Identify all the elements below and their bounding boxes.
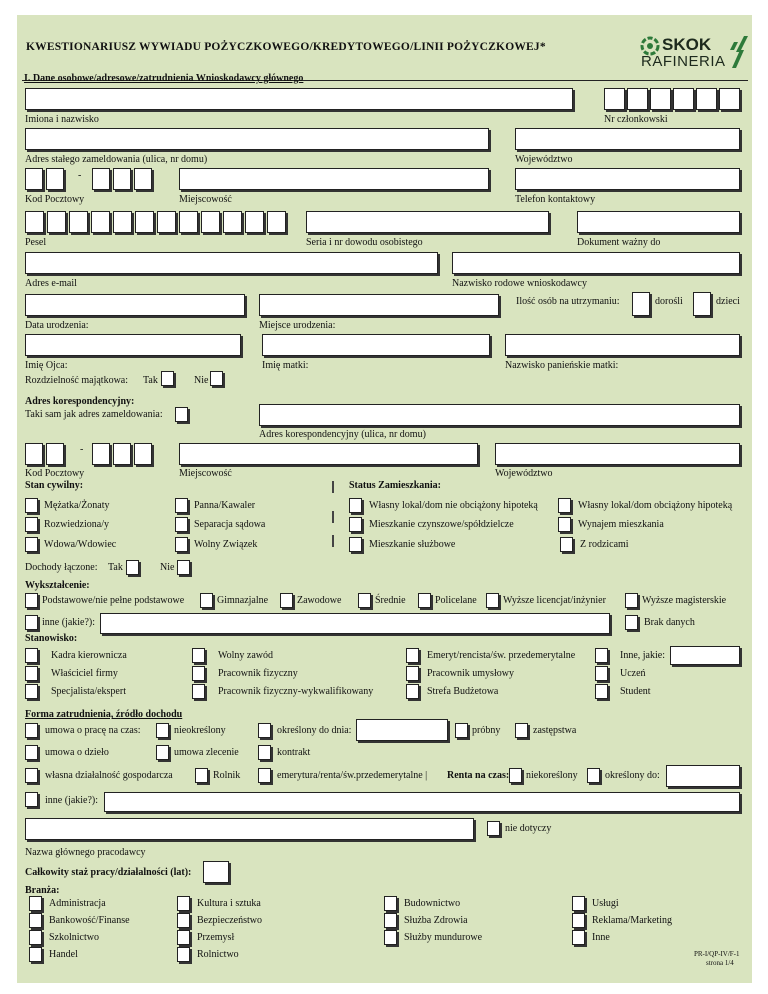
marital-option: Wolny Związek bbox=[194, 539, 258, 550]
pesel-digit[interactable] bbox=[201, 211, 220, 233]
mother-input[interactable] bbox=[262, 334, 490, 356]
industry-checkbox[interactable] bbox=[177, 896, 190, 911]
father-input[interactable] bbox=[25, 334, 241, 356]
employment-checkbox[interactable] bbox=[587, 768, 600, 783]
position-option: Kadra kierownicza bbox=[51, 650, 127, 661]
industry-checkbox[interactable] bbox=[384, 896, 397, 911]
member-no-digit[interactable] bbox=[696, 88, 717, 110]
postcode2-dash: - bbox=[80, 444, 84, 455]
pesel-digit[interactable] bbox=[91, 211, 110, 233]
member-no-digit[interactable] bbox=[650, 88, 671, 110]
id-series-input[interactable] bbox=[306, 211, 549, 233]
postcode2-digit[interactable] bbox=[25, 443, 43, 465]
position-checkbox[interactable] bbox=[595, 648, 608, 663]
position-checkbox[interactable] bbox=[192, 666, 205, 681]
employment-option: umowa zlecenie bbox=[174, 747, 239, 758]
employment-until-input[interactable] bbox=[356, 719, 448, 741]
position-checkbox[interactable] bbox=[192, 684, 205, 699]
employment-checkbox[interactable] bbox=[258, 768, 271, 783]
employment-option: kontrakt bbox=[277, 747, 311, 758]
postcode-digit[interactable] bbox=[134, 168, 152, 190]
employment-option: próbny bbox=[472, 725, 501, 736]
industry-checkbox[interactable] bbox=[177, 947, 190, 962]
voivodeship2-input[interactable] bbox=[495, 443, 740, 465]
pesel-digit[interactable] bbox=[25, 211, 44, 233]
city-label: Miejscowość bbox=[179, 194, 232, 205]
employment-option: emerytura/renta/św.przedemerytalne | bbox=[277, 770, 428, 781]
postcode2-digit[interactable] bbox=[92, 443, 110, 465]
edu-other-input[interactable] bbox=[100, 613, 610, 634]
member-no-digit[interactable] bbox=[673, 88, 694, 110]
member-no-digit[interactable] bbox=[627, 88, 648, 110]
edu-other-checkbox[interactable] bbox=[25, 615, 38, 630]
corr-same-label: Taki sam jak adres zameldowania bbox=[25, 409, 160, 420]
children-input[interactable] bbox=[693, 292, 711, 316]
marital-checkbox[interactable] bbox=[175, 537, 188, 552]
address-input[interactable] bbox=[25, 128, 489, 150]
education-option: Wyższe magisterskie bbox=[642, 595, 727, 606]
education-checkbox[interactable] bbox=[358, 593, 371, 608]
education-option: Zawodowe bbox=[297, 595, 342, 606]
postcode-digit[interactable] bbox=[25, 168, 43, 190]
housing-option: Wynajem mieszkania bbox=[578, 519, 664, 530]
name-input[interactable] bbox=[25, 88, 573, 110]
industry-checkbox[interactable] bbox=[29, 896, 42, 911]
property-sep-yes-checkbox[interactable] bbox=[161, 371, 174, 386]
employment-checkbox[interactable] bbox=[509, 768, 522, 783]
industry-option: Służby mundurowe bbox=[404, 932, 483, 943]
employment-checkbox[interactable] bbox=[25, 768, 38, 783]
industry-checkbox[interactable] bbox=[384, 930, 397, 945]
employment-option: zastępstwa bbox=[533, 725, 577, 736]
phone-input[interactable] bbox=[515, 168, 740, 190]
employment-checkbox[interactable] bbox=[25, 723, 38, 738]
employment-checkbox[interactable] bbox=[515, 723, 528, 738]
children-label: dzieci bbox=[716, 296, 740, 307]
industry-option: Inne bbox=[592, 932, 610, 943]
form-title: KWESTIONARIUSZ WYWIADU POŻYCZKOWEGO/KREDYTOWEGO/LINII POŻYCZKOWEJ* bbox=[26, 41, 546, 53]
housing-title: Status Zamieszkania: bbox=[349, 480, 441, 491]
maiden-name-label: Nazwisko rodowe wnioskodawcy bbox=[452, 278, 587, 289]
marital-checkbox[interactable] bbox=[25, 517, 38, 532]
mother-maiden-label: Nazwisko panieńskie matki: bbox=[505, 360, 619, 371]
education-option: Podstawowe/nie pełne podstawowe bbox=[42, 595, 185, 606]
position-checkbox[interactable] bbox=[25, 666, 38, 681]
education-option: Policelane bbox=[435, 595, 477, 606]
marital-checkbox[interactable] bbox=[175, 498, 188, 513]
postcode-label: Kod Pocztowy bbox=[25, 194, 85, 205]
pesel-digit[interactable] bbox=[223, 211, 242, 233]
mother-maiden-input[interactable] bbox=[505, 334, 740, 356]
position-option: Pracownik umysłowy bbox=[427, 668, 514, 679]
employment-checkbox[interactable] bbox=[156, 723, 169, 738]
city-input[interactable] bbox=[179, 168, 489, 190]
member-no-digit[interactable] bbox=[604, 88, 625, 110]
voivodeship-label: Województwo bbox=[515, 154, 573, 165]
employment-option: Renta na czas: bbox=[447, 770, 510, 781]
employment-checkbox[interactable] bbox=[195, 768, 208, 783]
maiden-name-input[interactable] bbox=[452, 252, 740, 274]
industry-checkbox[interactable] bbox=[572, 913, 585, 928]
industry-option: Służba Zdrowia bbox=[404, 915, 468, 926]
education-checkbox[interactable] bbox=[625, 593, 638, 608]
employment-option: Rolnik bbox=[213, 770, 241, 781]
position-checkbox[interactable] bbox=[406, 666, 419, 681]
employer-input[interactable] bbox=[25, 818, 474, 840]
employment-option: własna działalność gospodarcza bbox=[45, 770, 173, 781]
position-option: Pracownik fizyczny-wykwalifikowany bbox=[218, 686, 374, 697]
joint-income-yes-label: Tak bbox=[108, 562, 123, 573]
postcode2-digit[interactable] bbox=[46, 443, 64, 465]
education-option: Gimnazjalne bbox=[217, 595, 269, 606]
separator-bar bbox=[332, 535, 334, 547]
employment-other-checkbox[interactable] bbox=[25, 792, 38, 807]
mother-label: Imię matki: bbox=[262, 360, 309, 371]
logo-top-text: SKOK bbox=[662, 35, 712, 54]
industry-checkbox[interactable] bbox=[572, 930, 585, 945]
pesel-digit[interactable] bbox=[157, 211, 176, 233]
employment-title: Forma zatrudnienia, źródło dochodu bbox=[25, 709, 183, 720]
postcode-digit[interactable] bbox=[46, 168, 64, 190]
email-label: Adres e-mail bbox=[25, 278, 77, 289]
property-sep-no-label: Nie bbox=[194, 375, 209, 386]
employer-label: Nazwa głównego pracodawcy bbox=[25, 847, 146, 858]
doc-valid-input[interactable] bbox=[577, 211, 740, 233]
marital-option: Wdowa/Wdowiec bbox=[44, 539, 117, 550]
doc-valid-label: Dokument ważny do bbox=[577, 237, 661, 248]
industry-option: Przemysł bbox=[197, 932, 235, 943]
pesel-label: Pesel bbox=[25, 237, 47, 248]
position-title: Stanowisko: bbox=[25, 633, 78, 644]
corr-address-input[interactable] bbox=[259, 404, 740, 426]
property-sep-no-checkbox[interactable] bbox=[210, 371, 223, 386]
pos-other-label: Inne, jakie: bbox=[620, 650, 665, 661]
employment-option: określony do: bbox=[605, 770, 660, 781]
pesel-digit[interactable] bbox=[135, 211, 154, 233]
edu-other-label: inne (jakie?): bbox=[42, 617, 96, 628]
pesel-digit[interactable] bbox=[113, 211, 132, 233]
marital-option: Mężatka/Żonaty bbox=[44, 500, 110, 511]
father-label: Imię Ojca: bbox=[25, 360, 68, 371]
industry-checkbox[interactable] bbox=[29, 913, 42, 928]
employment-checkbox[interactable] bbox=[156, 745, 169, 760]
name-label: Imiona i nazwisko bbox=[25, 114, 99, 125]
housing-checkbox[interactable] bbox=[560, 537, 573, 552]
position-option: Uczeń bbox=[620, 668, 646, 679]
education-checkbox[interactable] bbox=[418, 593, 431, 608]
employment-option: umowa o pracę na czas: bbox=[45, 725, 141, 736]
postcode-dash: - bbox=[78, 170, 82, 181]
joint-income-no-label: Nie bbox=[160, 562, 175, 573]
education-checkbox[interactable] bbox=[200, 593, 213, 608]
birth-date-input[interactable] bbox=[25, 294, 245, 316]
employment-checkbox[interactable] bbox=[25, 745, 38, 760]
position-checkbox[interactable] bbox=[406, 648, 419, 663]
position-checkbox[interactable] bbox=[595, 684, 608, 699]
housing-option: Własny lokal/dom nie obciążony hipoteką bbox=[369, 500, 538, 511]
adults-label: dorośli bbox=[655, 296, 683, 307]
marital-option: Panna/Kawaler bbox=[194, 500, 256, 511]
postcode2-digit[interactable] bbox=[113, 443, 131, 465]
position-checkbox[interactable] bbox=[406, 684, 419, 699]
logo-bottom-text: RAFINERIA bbox=[641, 53, 726, 70]
industry-checkbox[interactable] bbox=[29, 947, 42, 962]
education-title: Wykształcenie: bbox=[25, 580, 90, 591]
section1-title: I. Dane osobowe/adresowe/zatrudnienia Wnioskodawcy głównego bbox=[24, 73, 304, 84]
education-checkbox[interactable] bbox=[25, 593, 38, 608]
pesel-digit[interactable] bbox=[245, 211, 264, 233]
position-option: Strefa Budżetowa bbox=[427, 686, 499, 697]
not-applicable-checkbox[interactable] bbox=[487, 821, 500, 836]
voivodeship2-label: Województwo bbox=[495, 468, 553, 479]
industry-option: Szkolnictwo bbox=[49, 932, 99, 943]
industry-option: Usługi bbox=[592, 898, 619, 909]
marital-title: Stan cywilny: bbox=[25, 480, 84, 491]
industry-option: Kultura i sztuka bbox=[197, 898, 261, 909]
marital-checkbox[interactable] bbox=[25, 498, 38, 513]
education-option: Średnie bbox=[375, 595, 406, 606]
housing-checkbox[interactable] bbox=[558, 517, 571, 532]
pension-until-input[interactable] bbox=[666, 765, 740, 787]
industry-checkbox[interactable] bbox=[384, 913, 397, 928]
position-checkbox[interactable] bbox=[595, 666, 608, 681]
postcode2-digit[interactable] bbox=[134, 443, 152, 465]
employment-option: nieokreślony bbox=[174, 725, 226, 736]
position-checkbox[interactable] bbox=[192, 648, 205, 663]
separator-bar bbox=[332, 511, 334, 523]
tenure-input[interactable] bbox=[203, 861, 229, 883]
employment-other-input[interactable] bbox=[104, 792, 740, 812]
housing-option: Mieszkanie służbowe bbox=[369, 539, 456, 550]
housing-checkbox[interactable] bbox=[349, 498, 362, 513]
housing-option: Z rodzicami bbox=[580, 539, 629, 550]
corr-address-label: Adres korespondencyjny (ulica, nr domu) bbox=[259, 429, 426, 440]
pesel-digit[interactable] bbox=[47, 211, 66, 233]
marital-option: Separacja sądowa bbox=[194, 519, 266, 530]
property-sep-yes-label: Tak bbox=[143, 375, 158, 386]
postcode-digit[interactable] bbox=[92, 168, 110, 190]
id-series-label: Seria i nr dowodu osobistego bbox=[306, 237, 423, 248]
position-option: Właściciel firmy bbox=[51, 668, 118, 679]
not-applicable-label: nie dotyczy bbox=[505, 823, 552, 834]
housing-option: Mieszkanie czynszowe/spółdzielcze bbox=[369, 519, 514, 530]
position-checkbox[interactable] bbox=[25, 684, 38, 699]
postcode-digit[interactable] bbox=[113, 168, 131, 190]
position-option: Student bbox=[620, 686, 651, 697]
housing-checkbox[interactable] bbox=[558, 498, 571, 513]
position-option: Emeryt/rencista/św. przedemerytalne bbox=[427, 650, 576, 661]
city2-input[interactable] bbox=[179, 443, 478, 465]
industry-checkbox[interactable] bbox=[177, 913, 190, 928]
adults-input[interactable] bbox=[632, 292, 650, 316]
employment-checkbox[interactable] bbox=[455, 723, 468, 738]
industry-checkbox[interactable] bbox=[29, 930, 42, 945]
property-sep-label: Rozdzielność majątkowa: bbox=[25, 375, 129, 386]
corr-same-row: Taki sam jak adres zameldowania: bbox=[25, 409, 163, 420]
housing-checkbox[interactable] bbox=[349, 517, 362, 532]
housing-checkbox[interactable] bbox=[349, 537, 362, 552]
no-data-label: Brak danych bbox=[644, 617, 695, 628]
corr-title: Adres korespondencyjny: bbox=[25, 396, 135, 407]
industry-option: Handel bbox=[49, 949, 78, 960]
logo-stripes-icon bbox=[730, 36, 748, 68]
education-checkbox[interactable] bbox=[486, 593, 499, 608]
birth-place-input[interactable] bbox=[259, 294, 499, 316]
employment-checkbox[interactable] bbox=[258, 723, 271, 738]
position-option: Pracownik fizyczny bbox=[218, 668, 298, 679]
dependents-label: Ilość osób na utrzymaniu: bbox=[516, 296, 620, 307]
industry-option: Bankowość/Finanse bbox=[49, 915, 130, 926]
separator-bar bbox=[332, 481, 334, 493]
pos-other-input[interactable] bbox=[670, 646, 740, 665]
industry-option: Rolnictwo bbox=[197, 949, 239, 960]
employment-other-label: inne (jakie?): bbox=[45, 795, 99, 806]
employment-option: umowa o dzieło bbox=[45, 747, 109, 758]
pesel-digit[interactable] bbox=[267, 211, 286, 233]
marital-checkbox[interactable] bbox=[175, 517, 188, 532]
industry-option: Budownictwo bbox=[404, 898, 461, 909]
joint-income-no-checkbox[interactable] bbox=[177, 560, 190, 575]
pesel-digit[interactable] bbox=[69, 211, 88, 233]
industry-option: Bezpieczeństwo bbox=[197, 915, 262, 926]
birth-date-label: Data urodzenia: bbox=[25, 320, 89, 331]
education-option: Wyższe licencjat/inżynier bbox=[503, 595, 606, 606]
employment-option: niekoreślony bbox=[526, 770, 578, 781]
industry-option: Administracja bbox=[49, 898, 106, 909]
birth-place-label: Miejsce urodzenia: bbox=[259, 320, 336, 331]
industry-checkbox[interactable] bbox=[572, 896, 585, 911]
corr-same-checkbox[interactable] bbox=[175, 407, 188, 422]
postcode2-label: Kod Pocztowy bbox=[25, 468, 85, 479]
marital-checkbox[interactable] bbox=[25, 537, 38, 552]
industry-checkbox[interactable] bbox=[177, 930, 190, 945]
education-checkbox[interactable] bbox=[280, 593, 293, 608]
pesel-digit[interactable] bbox=[179, 211, 198, 233]
logo bbox=[640, 34, 750, 72]
footer-page: strona 1/4 bbox=[706, 959, 734, 967]
member-no-label: Nr członkowski bbox=[604, 114, 668, 125]
footer-code: PR-I/QP-IV/F-1 bbox=[694, 950, 740, 958]
no-data-checkbox[interactable] bbox=[625, 615, 638, 630]
member-no-digit[interactable] bbox=[719, 88, 740, 110]
joint-income-label: Dochody łączone: bbox=[25, 562, 98, 573]
address-label: Adres stałego zameldowania (ulica, nr domu) bbox=[25, 154, 208, 165]
email-input[interactable] bbox=[25, 252, 438, 274]
city2-label: Miejscowość bbox=[179, 468, 232, 479]
position-option: Specjalista/ekspert bbox=[51, 686, 126, 697]
industry-title: Branża: bbox=[25, 885, 60, 896]
joint-income-yes-checkbox[interactable] bbox=[126, 560, 139, 575]
employment-checkbox[interactable] bbox=[258, 745, 271, 760]
marital-option: Rozwiedziona/y bbox=[44, 519, 109, 530]
employment-option: określony do dnia: bbox=[277, 725, 352, 736]
position-option: Wolny zawód bbox=[218, 650, 274, 661]
industry-option: Reklama/Marketing bbox=[592, 915, 672, 926]
position-checkbox[interactable] bbox=[25, 648, 38, 663]
tenure-label: Całkowity staż pracy/działalności (lat): bbox=[25, 867, 192, 878]
phone-label: Telefon kontaktowy bbox=[515, 194, 596, 205]
housing-option: Własny lokal/dom obciążony hipoteką bbox=[578, 500, 733, 511]
voivodeship-input[interactable] bbox=[515, 128, 740, 150]
